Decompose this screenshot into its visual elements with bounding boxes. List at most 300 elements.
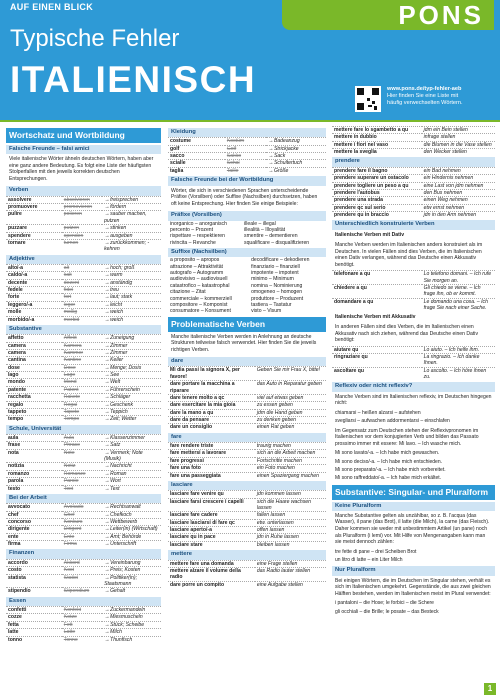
arrow-icon: → [268,138,274,145]
translation [102,239,161,252]
table-row [168,153,326,160]
arrow-icon: → [104,519,110,526]
pair-left: commerciale – kommerziell [170,295,232,302]
example-german: Lo telefono domani. – Ich rufe Sie morgen an. [423,271,492,284]
table-row [6,574,161,588]
section-heading: Problematische Verben [168,317,326,332]
translation-text: anständig [110,279,133,286]
table-row [6,478,161,485]
example-german: Gli chiedo se viene. – Ich frage ihn, ob er kommt. [423,285,481,298]
translation-text: treu [110,287,119,294]
italian-word: parola [8,478,24,485]
table-row [332,149,495,156]
example-german: einen Weg nehmen [423,197,468,204]
pair-left: inorganico – anorganisch [170,220,227,227]
translation-text: Keller [110,357,124,364]
table-row [168,381,326,395]
arrow-icon: → [104,408,110,415]
pair-right: omogeneo – homogen [251,289,303,296]
translation [102,416,161,423]
false-friend: alt [63,265,70,272]
translation-text: Zimmer [110,342,128,349]
divider [0,120,500,122]
subheading: Reflexiv oder nicht reflexiv? [332,382,495,391]
false-friend: Kost [63,567,74,574]
table-row [6,442,161,449]
qr-caption-line: Hier finden Sie eine Liste mit [387,92,459,99]
pair-table [168,221,326,246]
translation [102,629,161,636]
false-friend: Kammer [63,350,84,357]
body-text: Bei einigen Wörtern, die im Deutschen im Singular stehen, verhält es sich im Italienischen umgekehrt. Gegenstände, die aus zwei gleichen Hälften bestehen, werden im Italienischen meist im Plural verwendet: [335,577,491,597]
italian-word: pulire [8,211,22,218]
false-friend: Lage [63,372,76,379]
translation-text: Thunfisch [110,636,133,643]
translation [102,372,161,379]
example-italian: domandare a qu [334,298,374,305]
false-friend: Mond [63,379,77,386]
table-row [6,533,161,540]
translation-text: Politiker(in); Staatsmann [104,574,137,587]
example-german: sich an die Arbeit machen [256,450,316,457]
example-table [168,560,326,588]
table-row [332,346,495,353]
translation [102,559,161,566]
false-friend: Chef [63,511,75,518]
italian-word: tornare [8,239,26,246]
translation-text: Wettbewerb [110,519,138,526]
table-row [6,316,161,323]
arrow-icon: → [104,309,110,316]
arrow-icon: → [104,485,110,492]
translation-text: warm [110,272,123,279]
italian-word: aula [8,435,19,442]
false-friend: Statist [63,574,78,581]
table-row [6,463,161,470]
translation [102,265,161,272]
intro-text: In anderen Fällen sind dies Verben, die im Italienischen einen Akkusativ nach sich ziehen, während das Deutsche einen Dativ benötigt: [335,324,478,344]
arrow-icon: → [104,316,110,323]
false-friend: Schal [226,160,240,167]
example-italian: fare una foto [170,465,201,472]
italian-word: fetta [8,621,19,628]
translation-text: Teppich [110,408,128,415]
pair-left: a proposito – apropos [170,257,220,264]
qr-caption-line: häufig verwechselten Wörtern. [387,99,463,106]
arrow-icon: → [104,364,110,371]
table-row [332,285,495,299]
translation [102,342,161,349]
pair-right: squalificare – disqualifizieren [244,239,310,246]
false-friend: fort [63,294,72,301]
example-german: bleiben lassen [256,541,290,548]
table-row [168,519,326,526]
translation [102,526,161,533]
pair-right: tastiera – Tastatur [251,301,292,308]
translation-text: Größe [273,167,289,174]
table-row [6,614,161,621]
translation [266,153,326,160]
pair-table [168,257,326,314]
table-row [6,372,161,379]
arrow-icon: → [104,559,110,566]
table-row [168,308,326,314]
false-friend: Note [63,449,75,456]
example-german: eine Frage stellen [256,560,298,567]
table-row [6,526,161,533]
example-german: offen lassen [256,527,285,534]
subheading: Kleidung [168,128,326,137]
translation-text: Text [110,485,120,492]
italian-word: caldo/-a [8,272,28,279]
table-row [168,240,326,246]
italian-word: confetti [8,607,27,614]
table-row [168,145,326,152]
table-row [332,175,495,182]
false-friend: Fett [63,621,73,628]
translation [102,335,161,342]
intro-text: Im Gegensatz zum Deutschen stehen der Reflexivpronomen im Italienischen vor dem konjugierten Verb und bilden das Passato prossimo immer mit essere: Mi lavo. – Ich wasche mich. [335,427,479,447]
table-row [332,353,495,367]
translation [102,279,161,286]
italian-word: patente [8,386,27,393]
example-italian: mettere fare lo sgambetto a qu [334,127,409,133]
table-row [168,424,326,431]
table-row [168,167,326,174]
table-row [332,182,495,189]
translation [102,232,161,239]
italian-word: fedele [8,287,23,294]
table-row [168,498,326,512]
false-friend: turnen [63,239,79,246]
pair-left: attrazione – Attraktivität [170,263,223,270]
column-2 [168,126,326,673]
translation [102,211,161,225]
false-friend: leger [63,301,76,308]
table-row [168,160,326,167]
false-friend: Konfekt [63,607,82,614]
arrow-icon: → [104,357,110,364]
translation-text: Milch [110,629,122,636]
example-italian: lasciare qu in pace [170,534,216,541]
table-row [332,189,495,196]
table-row [168,512,326,519]
arrow-icon: → [104,567,110,574]
false-friend: Rakete [63,394,80,401]
table-row [6,342,161,349]
subheading: Bei der Arbeit [6,494,161,503]
example-italian: dare tenere molto a qc [170,394,225,401]
table-row [6,287,161,294]
arrow-icon: → [104,287,110,294]
example-italian: telefonare a qu [334,271,371,278]
italian-word: latte [8,629,19,636]
example-italian: prendere togliere un peso a qu [334,182,409,189]
arrow-icon: → [104,533,110,540]
translation [102,442,161,449]
example-italian: prendere superare un ostacolo [334,175,409,182]
italian-word: statista [8,574,26,581]
example-italian: dare da pensare [170,416,210,423]
translation [102,204,161,211]
subheading: Suffixe (Nachsilben) [168,248,326,257]
translation [102,408,161,415]
translation [102,485,161,492]
arrow-icon: → [104,574,110,581]
example-german: eine Aufgabe stellen [256,581,303,588]
table-row [168,472,326,479]
translation-text: Chefkoch [110,511,132,518]
table-row [6,232,161,239]
example-italian: ringraziare qu [334,353,368,360]
pair-right: finanziario – finanziell [251,263,300,270]
example-italian: ascoltare qu [334,367,365,374]
italian-word: mondo [8,379,25,386]
italian-word: leggero/-a [8,301,33,308]
translation-text: Satz [110,442,121,449]
italian-word: affetto [8,335,24,342]
arrow-icon: → [104,204,110,211]
word-table [6,503,161,547]
translation [102,621,161,628]
arrow-icon: → [104,239,110,246]
arrow-icon: → [104,350,110,357]
translation [102,196,161,203]
false-friend: Kantine [63,357,82,364]
arrow-icon: → [104,442,110,449]
translation [102,504,161,511]
example-german: jdn kommen lassen [256,491,301,498]
arrow-icon: → [104,394,110,401]
example-line: tre fette di pane – drei Scheiben Brot [335,548,417,555]
example-table [332,270,495,311]
page-title-line2: ITALIENISCH [10,59,257,100]
table-row [6,519,161,526]
false-friend: promovieren [63,204,93,211]
example-german: zu denken geben [256,416,296,423]
example-italian: dare la mano a qu [170,409,214,416]
arrow-icon: → [104,504,110,511]
table-row [6,408,161,415]
example-italian: Mi dia passi la signora X, per favore! [170,367,240,380]
example-italian: fare rendere triste [170,443,214,450]
example-italian: lasciare aperto/-a [170,527,212,534]
translation-text: hoch; groß [110,265,135,272]
arrow-icon: → [104,386,110,393]
table-row [6,239,161,252]
pair-left: audiovisivo – audiovisuell [170,276,228,283]
false-friend: Tonne [63,636,78,643]
translation [102,574,161,588]
example-german: Le domando una cosa. – Ich frage Sie nach einer Sache. [423,298,488,312]
table-row [6,470,161,477]
example-italian: mettere in dubbio [334,134,377,141]
table-row [6,386,161,393]
table-row [6,279,161,286]
page-title-line1: Typische Fehler [10,25,180,52]
table-row [168,416,326,423]
translation [102,511,161,518]
example-italian: mettere la sveglia [334,149,377,156]
false-friend: Affekt [63,335,77,342]
table-row [6,265,161,272]
pair-right: nomina – Nominierung [251,282,303,289]
table-row [6,225,161,232]
example-italian: chiedere a qu [334,285,367,292]
example-line: chiamarsi – heißen alzarsi – aufstehen [335,409,421,416]
italian-word: forte [8,294,20,301]
arrow-icon: → [268,160,274,167]
italian-word: costume [170,138,191,145]
example-german: einen Rat geben [256,424,295,431]
italian-word: firma [8,541,21,548]
subheading: Keine Pluralform [332,502,495,511]
pair-right: illealità – Illoyalität [244,226,286,233]
arrow-icon: → [104,511,110,518]
arrow-icon: → [104,265,110,272]
table-row [6,621,161,628]
italian-word: lago [8,372,19,379]
pair-left: rivincita – Revanche [170,239,216,246]
table-row [168,581,326,588]
qr-url[interactable]: www.pons.de/typ-fehler-aeb [387,86,462,92]
page-number: 1 [484,683,496,695]
arrow-icon: → [104,225,110,232]
translation-text: freisprechen [110,196,139,203]
subheading: Substantive [6,325,161,334]
table-row [168,409,326,416]
example-german: etw. unterlassen [256,519,294,526]
pair-right: produttore – Produzent [251,295,304,302]
table-row [168,457,326,464]
example-german: eine Last von jdm nehmen [423,182,484,189]
arrow-icon: → [104,342,110,349]
translation [266,138,326,145]
example-line: Mi sono deciso/-a. – Ich habe mich entschieden. [335,458,443,465]
subheading: Adjektive [6,255,161,264]
table-row [332,197,495,204]
italian-word: chef [8,511,19,518]
table-row [6,301,161,308]
translation [102,401,161,408]
example-german: sich die Haare wachsen lassen [256,498,311,512]
arrow-icon: → [104,196,110,203]
example-italian: lasciare fare venire qu [170,491,224,498]
example-line: gli occhiali – die Brille; le posate – das Besteck [335,608,439,615]
italian-word: stipendio [8,588,31,595]
table-row [6,416,161,423]
translation-text: laut; stark [110,294,133,301]
translation-text: Vermerk; Note (Musik) [104,449,143,463]
translation-text: Welt [110,379,121,386]
subheading: Finanzen [6,549,161,558]
subheading: Schule, Universität [6,425,161,434]
pair-right: illeale – illegal [244,220,276,227]
translation [266,167,326,174]
example-italian: mettere i fiori nel vaso [334,141,389,148]
translation-text: sauber machen, putzen [104,211,147,224]
table-row [168,450,326,457]
arrow-icon: → [104,449,110,456]
example-line: Mi sono raffreddato/-a. – Ich habe mich erkältet. [335,475,442,482]
translation-text: Strickjacke [273,145,299,152]
subheading: fare [168,433,326,442]
arrow-icon: → [104,301,110,308]
translation-text: Wort [110,478,121,485]
pair-left: compositore – Komponist [170,301,228,308]
arrow-icon: → [104,372,110,379]
arrow-icon: → [268,153,274,160]
pair-right: smentire – dementieren [244,233,298,240]
false-friend: Regal [63,401,78,408]
pair-left: consumatore – Konsument [170,308,231,315]
italian-word: testo [8,485,21,492]
arrow-icon: → [104,232,110,239]
subheading-inline: Italienische Verben mit Akkusativ [335,313,416,320]
example-italian: fare una passeggiata [170,472,221,479]
example-italian: prendere fare il bagno [334,167,388,174]
table-row [6,541,161,548]
example-german: jdn in den Arm nehmen [423,212,477,218]
translation [102,350,161,357]
example-german: jdn in Ruhe lassen [256,534,299,541]
translation [102,379,161,386]
example-italian: dare un consiglio [170,424,213,431]
example-italian: dare porre un compito [170,581,225,588]
pair-left: rispettare – respektieren [170,233,225,240]
translation [266,160,326,167]
subheading: lasciare [168,481,326,490]
example-table [332,167,495,219]
example-italian: fare mettersi a lavorare [170,450,227,457]
table-row [6,449,161,463]
pair-left: catastrofico – katastrophal [170,282,230,289]
table-row [6,364,161,371]
arrow-icon: → [104,470,110,477]
pair-right: visto – Visum [251,308,282,315]
false-friend: Firma [63,541,77,548]
word-table [6,434,161,492]
false-friend: Patent [63,386,79,393]
false-friend: Dirigent [63,526,82,533]
italian-word: costo [8,567,22,574]
body-text: Manche Substantive gelten als unzählbar, so z. B. l'acqua (das Wasser), il pane (das Brot), il latte (die Milch), la carne (das Fleisch). Daher kommen sie weder mit unbestimmtem Artikel (un pane) noch als Pluralform (i lemi) vor. Mit Hilfe von Mengenangaben kann man sie meist dennoch zählen: [335,512,490,546]
false-friend: Tapete [63,408,80,415]
table-row [6,636,161,643]
arrow-icon: → [104,401,110,408]
table-row [332,367,495,380]
example-german: ein Bad nehmen [423,167,461,174]
table-row [168,367,326,381]
subheading: Unterschiedlich konstruierte Verben [332,220,495,229]
false-friend: Sakko [226,153,242,160]
table-row [332,271,495,285]
false-friend: Dose [63,364,76,371]
table-row [168,541,326,548]
arrow-icon: → [104,588,110,595]
pair-right: minimo – Minimum [251,276,294,283]
example-german: fallen lassen [256,512,286,519]
table-row [6,196,161,203]
subheading: prendere [332,157,495,166]
example-italian: lasciare stare [170,541,203,548]
example-italian: mettere alzare il volume della radio [170,567,241,581]
table-row [6,294,161,301]
translation-text: Klassenzimmer [110,435,145,442]
section-heading: Wortschatz und Wortbildung [6,128,161,143]
word-table [6,196,161,253]
table-row [6,559,161,566]
